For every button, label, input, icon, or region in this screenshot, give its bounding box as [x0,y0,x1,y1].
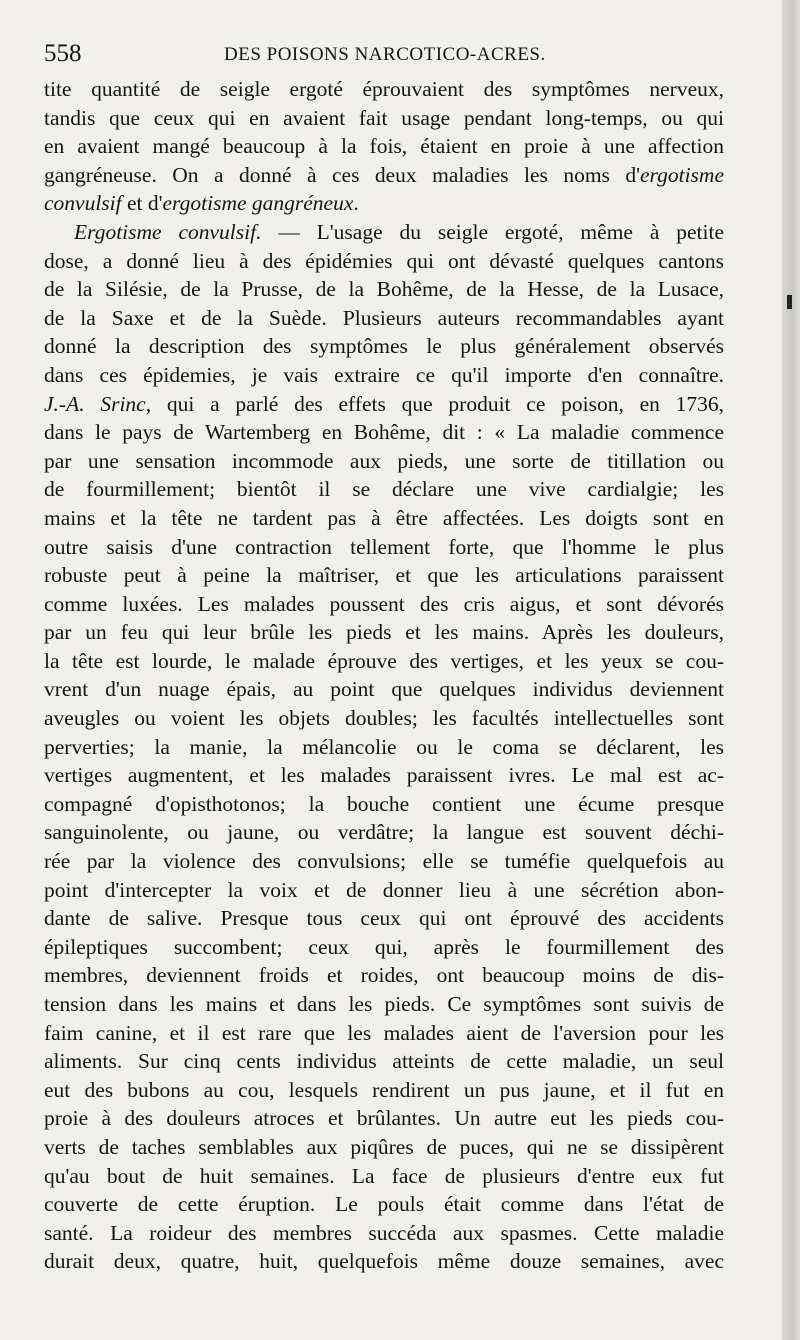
text-line: dante de salive. Presque tous ceux qui ont éprouvé des accidents [44,906,724,931]
section-heading: Ergotisme convulsif. [74,219,262,244]
running-title: DES POISONS NARCOTICO-ACRES. [224,44,546,65]
text-line: rée par la violence des convulsions; elle se tuméfie quelquefois au [44,849,724,874]
page-edge-shadow [782,0,800,1340]
author-name: J.-A. Srinc, [44,391,152,416]
text-line: compagné d'opisthotonos; la bouche contient une écume presque [44,791,724,816]
text-run: gangréneuse. On a donné à ces deux maladies les noms d' [44,162,640,187]
text-line: proie à des douleurs atroces et brûlantes. Un autre eut les pieds cou- [44,1106,724,1131]
text-run: et d' [121,191,163,216]
page-header [44,32,724,72]
text-line: dans le pays de Wartemberg en Bohême, dit : « La maladie commence [44,420,724,445]
text-line: perverties; la manie, la mélancolie ou le coma se déclarent, les [44,734,724,759]
text-line: épileptiques succombent; ceux qui, après le fourmillement des [44,934,724,959]
text-line: la tête est lourde, le malade éprouve des vertiges, et les yeux se cou- [44,648,724,673]
text-line: vertiges augmentent, et les malades paraissent ivres. Le mal est ac- [44,763,724,788]
text-line: vrent d'un nuage épais, au point que quelques individus deviennent [44,677,724,702]
text-line: couverte de cette éruption. Le pouls était comme dans l'état de [44,1192,724,1217]
text-run: qui a parlé des effets que produit ce poison, en 1736, [151,391,724,416]
text-line: robuste peut à peine la maîtriser, et que les articulations paraissent [44,563,724,588]
text-line: membres, deviennent froids et roides, ont beaucoup moins de dis- [44,963,724,988]
text-line: outre saisis d'une contraction tellement forte, que l'homme le plus [44,534,724,559]
text-line: faim canine, et il est rare que les malades aient de l'aversion pour les [44,1020,724,1045]
text-line [44,218,724,247]
text-line: tension dans les mains et dans les pieds. Ce symptômes sont suivis de [44,992,724,1016]
text-line: eut des bubons au cou, lesquels rendirent un pus jaune, et il fut en [44,1077,724,1102]
text-line: point d'intercepter la voix et de donner lieu à une sécrétion abon- [44,877,724,902]
text-line [44,390,724,419]
italic-term: ergotisme [640,162,724,187]
text-line: par une sensation incommode aux pieds, une sorte de titillation ou [44,448,724,473]
text-line: verts de taches semblables aux piqûres de puces, qui ne se dissipèrent [44,1134,724,1159]
italic-term: ergotisme gangréneux [162,191,354,216]
text-line: de la Saxe et de la Suède. Plusieurs auteurs recommandables ayant [44,305,724,330]
text-line: comme luxées. Les malades poussent des cris aigus, et sont dévorés [44,591,724,616]
text-line: dose, a donné lieu à des épidémies qui ont dévasté quelques cantons [44,248,724,273]
text-line [44,189,724,218]
margin-mark [787,295,792,309]
text-line: mains et la tête ne tardent pas à être affectées. Les doigts sont en [44,505,724,530]
text-line: sanguinolente, ou jaune, ou verdâtre; la langue est souvent déchi- [44,820,724,845]
text-line: tandis que ceux qui en avaient fait usage pendant long-temps, ou qui [44,105,724,130]
italic-term: convulsif [44,191,122,216]
text-line: tite quantité de seigle ergoté éprouvaient des symptômes nerveux, [44,77,724,101]
text-line: qu'au bout de huit semaines. La face de plusieurs d'entre eux fut [44,1163,724,1188]
text-line: de fourmillement; bientôt il se déclare une vive cardialgie; les [44,477,724,502]
text-line: de la Silésie, de la Prusse, de la Bohême, de la Hesse, de la Lusace, [44,277,724,302]
text-line [44,161,724,190]
page-number: 558 [44,40,82,67]
text-line: aliments. Sur cinq cents individus atteints de cette maladie, un seul [44,1049,724,1074]
text-run: . [353,191,359,216]
text-line: santé. La roideur des membres succéda aux spasmes. Cette maladie [44,1220,724,1245]
text-line: par un feu qui leur brûle les pieds et les mains. Après les douleurs, [44,620,724,645]
text-run: — L'usage du seigle ergoté, même à petite [261,219,724,244]
text-line: dans ces épidemies, je vais extraire ce qu'il importe d'en connaître. [44,362,724,387]
text-line: durait deux, quatre, huit, quelquefois même douze semaines, avec [44,1249,724,1274]
text-line: en avaient mangé beaucoup à la fois, étaient en proie à une affection [44,134,724,159]
body-text [44,75,724,1276]
text-line: donné la description des symptômes le plus généralement observés [44,334,724,359]
text-line: aveugles ou voient les objets doubles; les facultés intellectuelles sont [44,706,724,731]
